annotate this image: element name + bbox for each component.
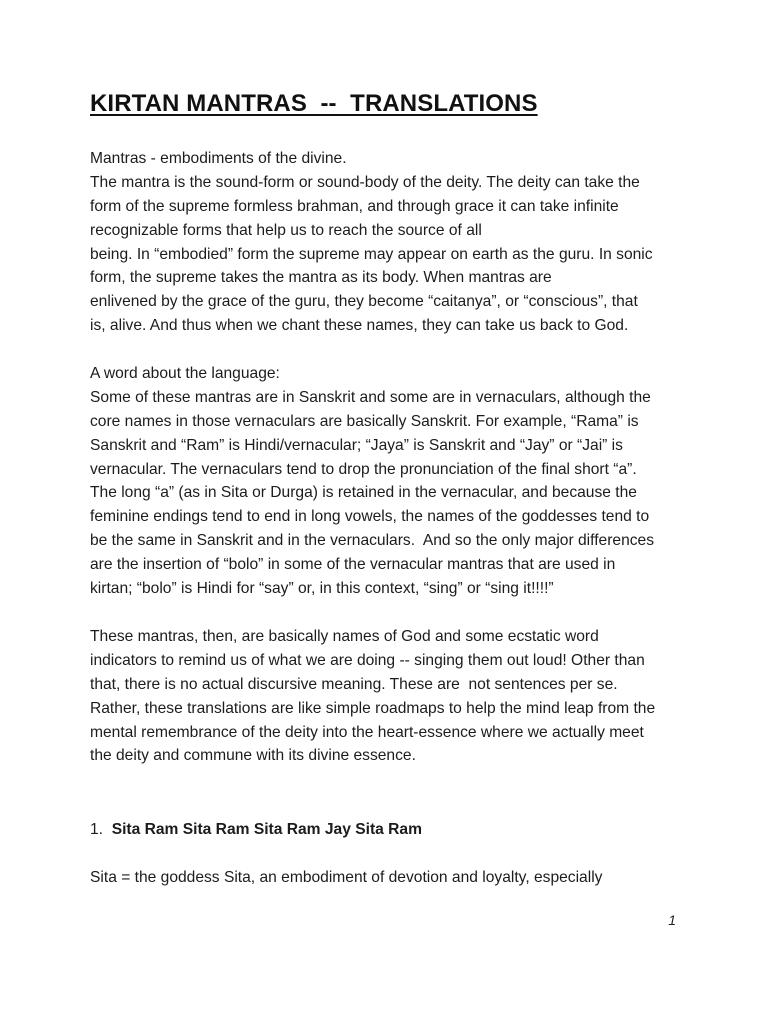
text-line: form, the supreme takes the mantra as its body. When mantras are	[90, 269, 552, 287]
text-line: the deity and commune with its divine essence.	[90, 747, 416, 765]
mantra-heading	[90, 818, 422, 842]
mantra-text: Sita Ram Sita Ram Sita Ram Jay Sita Ram	[111, 821, 422, 838]
text-line: is, alive. And thus when we chant these names, they can take us back to God.	[90, 317, 629, 335]
sita-definition: Sita = the goddess Sita, an embodiment of devotion and loyalty, especially	[90, 869, 603, 886]
language-paragraph	[90, 362, 690, 601]
text-line: form of the supreme formless brahman, and through grace it can take infinite	[90, 197, 619, 215]
text-line: enlivened by the grace of the guru, they become “caitanya”, or “conscious”, that	[90, 293, 638, 311]
text-line: These mantras, then, are basically names of God and some ecstatic word	[90, 628, 599, 645]
text-line: mental remembrance of the deity into the heart-essence where we actually meet	[90, 723, 644, 741]
text-line: indicators to remind us of what we are doing -- singing them out loud! Other than	[90, 651, 645, 669]
text-line: core names in those vernaculars are basically Sanskrit. For example, “Rama” is	[90, 412, 639, 430]
mantras-paragraph	[90, 625, 690, 768]
text-line: vernacular. The vernaculars tend to drop the pronunciation of the final short “a”.	[90, 460, 637, 478]
document-title: KIRTAN MANTRAS -- TRANSLATIONS	[90, 90, 538, 117]
text-line: Some of these mantras are in Sanskrit and some are in vernaculars, although the	[90, 388, 651, 406]
text-line: The mantra is the sound-form or sound-body of the deity. The deity can take the	[90, 173, 640, 191]
text-line: Mantras - embodiments of the divine.	[90, 150, 347, 167]
text-line: A word about the language:	[90, 365, 280, 382]
text-line: being. In “embodied” form the supreme may appear on earth as the guru. In sonic	[90, 245, 653, 263]
page-number: 1	[668, 912, 676, 928]
text-line: are the insertion of “bolo” in some of the vernacular mantras that are used in	[90, 556, 616, 574]
text-line: be the same in Sanskrit and in the vernaculars. And so the only major differences	[90, 532, 655, 550]
mantra-number: 1.	[90, 821, 104, 838]
text-line: Rather, these translations are like simple roadmaps to help the mind leap from the	[90, 699, 656, 717]
text-line: that, there is no actual discursive meaning. These are not sentences per se.	[90, 675, 618, 693]
text-line: Sanskrit and “Ram” is Hindi/vernacular; “Jaya” is Sanskrit and “Jay” or “Jai” is	[90, 436, 623, 454]
intro-paragraph	[90, 147, 690, 338]
text-line: kirtan; “bolo” is Hindi for “say” or, in this context, “sing” or “sing it!!!!”	[90, 580, 554, 598]
text-line: The long “a” (as in Sita or Durga) is retained in the vernacular, and because the	[90, 484, 637, 502]
text-line: feminine endings tend to end in long vowels, the names of the goddesses tend to	[90, 508, 650, 526]
text-line: recognizable forms that help us to reach the source of all	[90, 221, 482, 239]
